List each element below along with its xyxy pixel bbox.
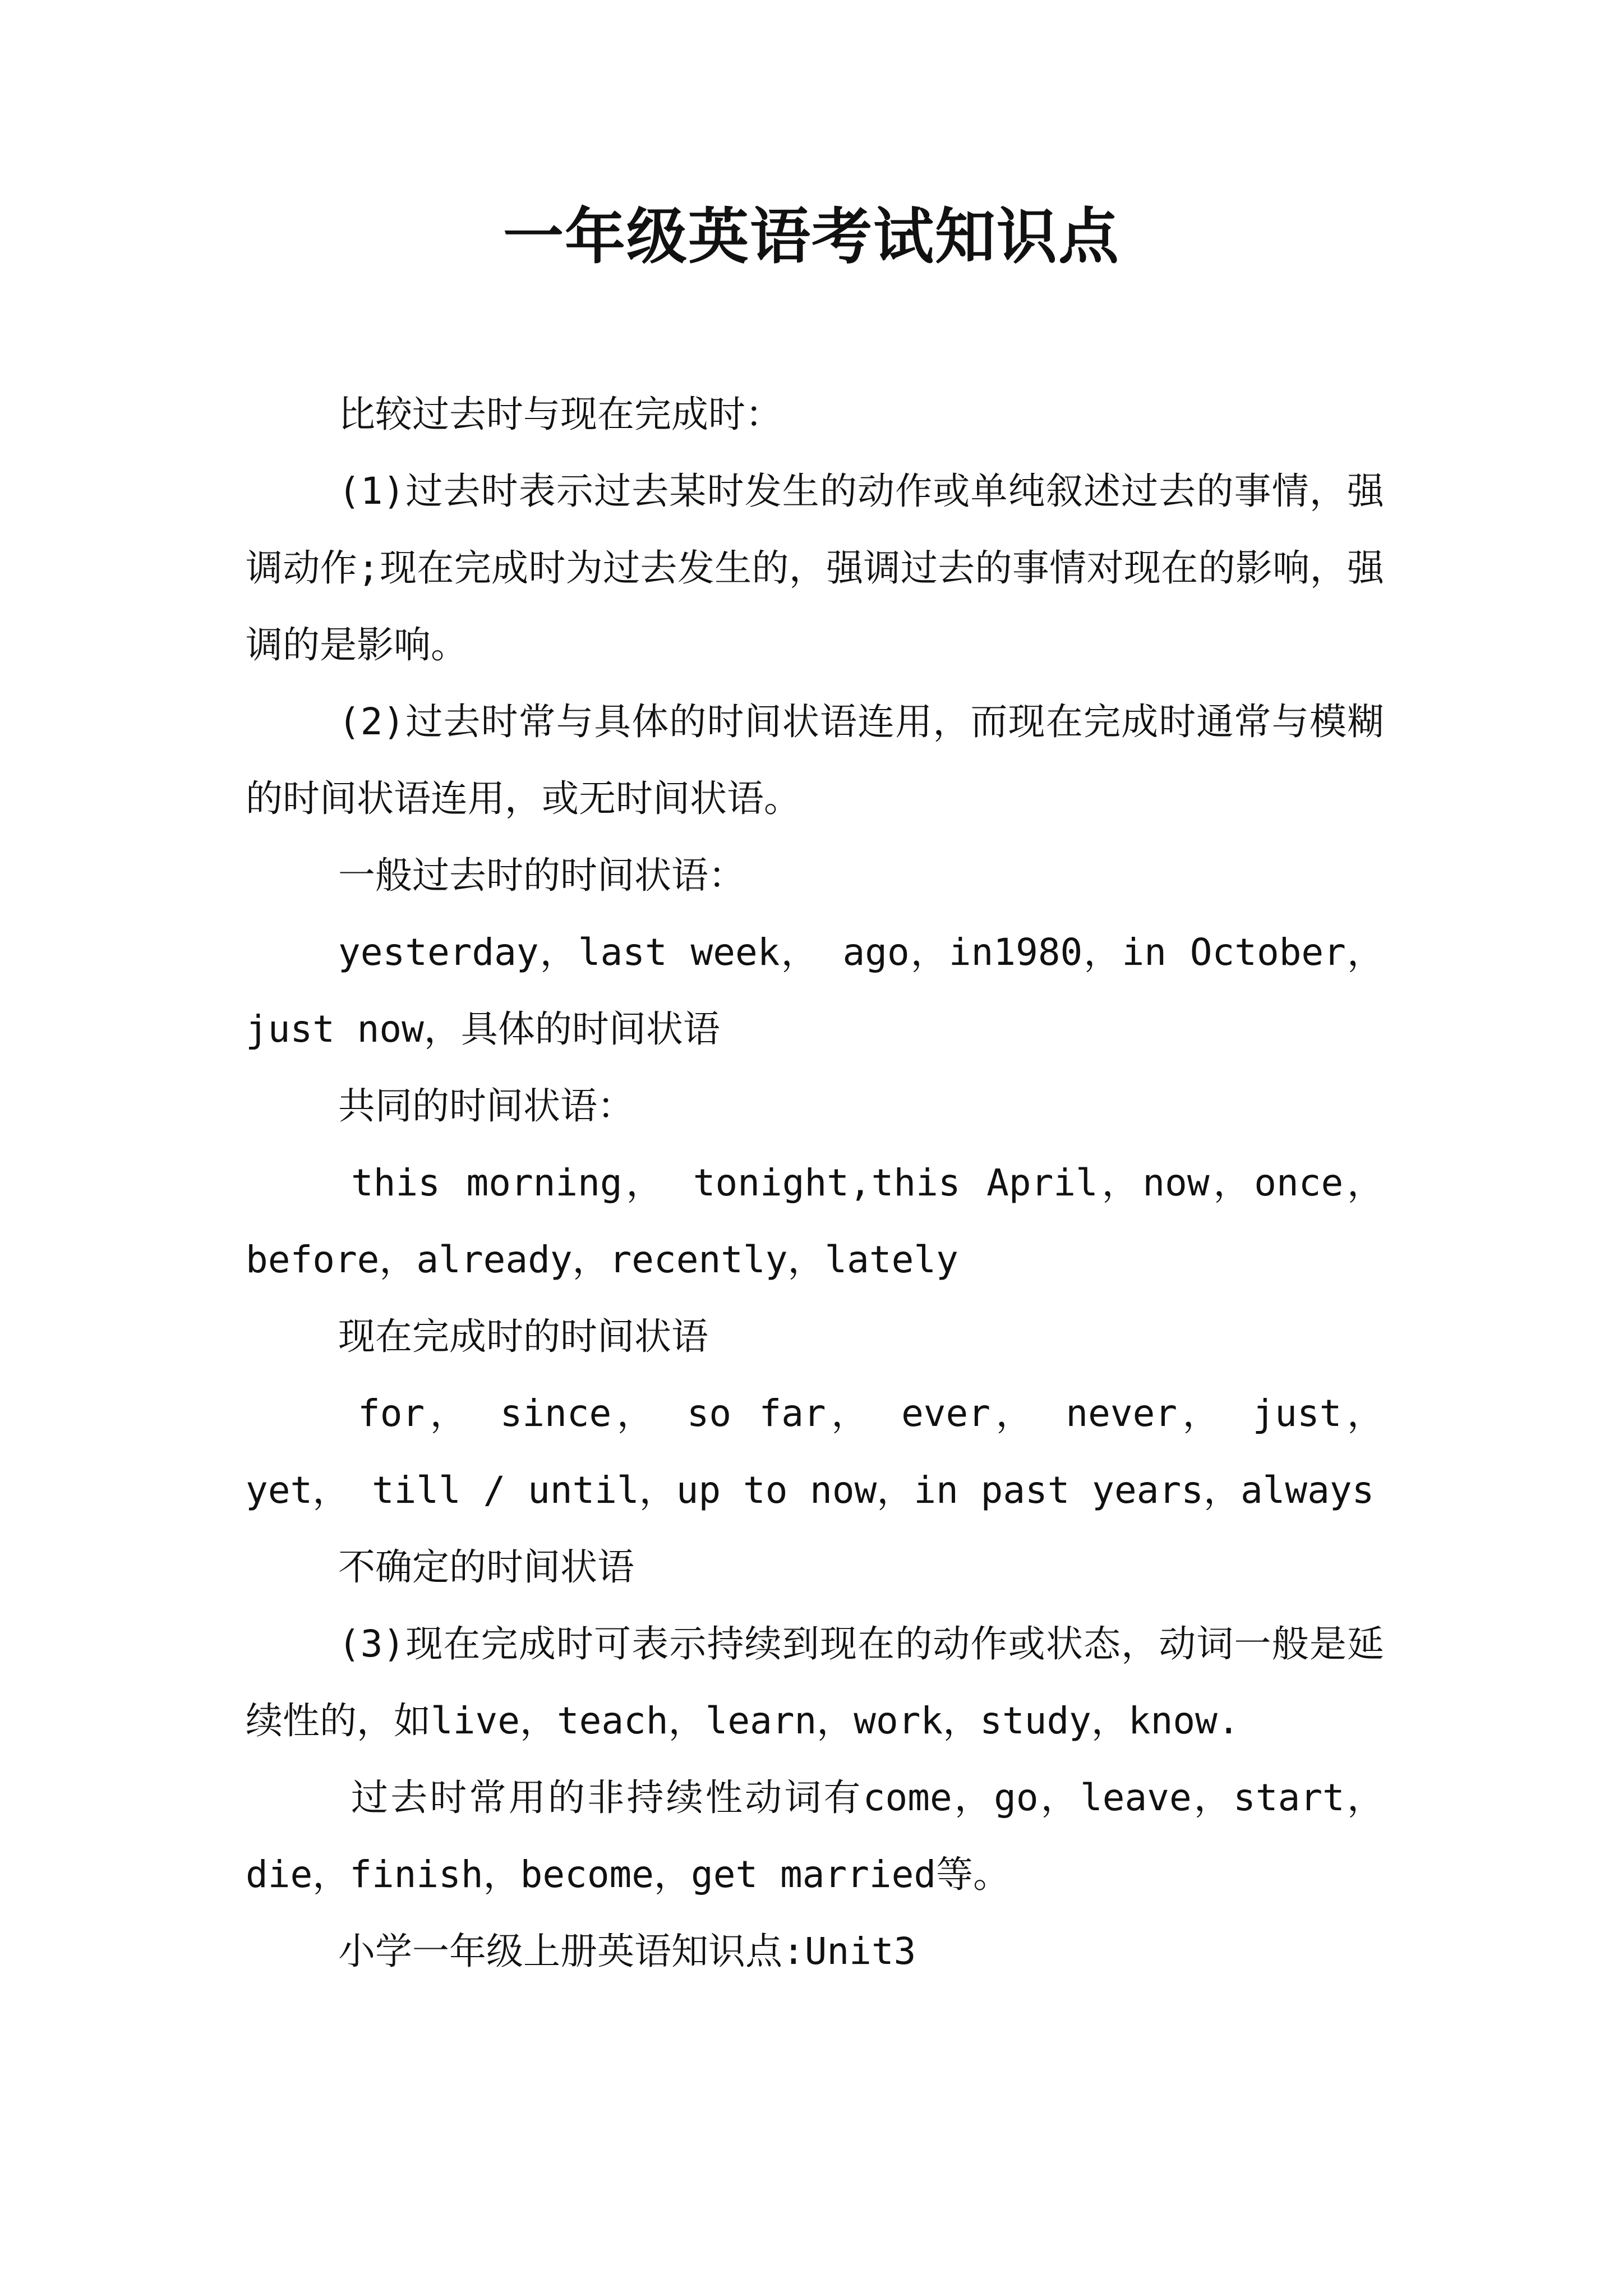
paragraph-non-continuous-verbs: 过去时常用的非持续性动词有come，go，leave，start，die，finish，become，get married等。: [246, 1776, 1384, 1896]
paragraph-point-3: (3)现在完成时可表示持续到现在的动作或状态，动词一般是延续性的，如live，teach，learn，work，study，know.: [246, 1622, 1384, 1742]
document-title: 一年级英语考试知识点: [502, 201, 1120, 272]
paragraph-unit3-heading: 小学一年级上册英语知识点:Unit3: [338, 1930, 916, 1973]
paragraph-point-1: (1)过去时表示过去某时发生的动作或单纯叙述过去的事情，强调动作;现在完成时为过去发生的，强调过去的事情对现在的影响，强调的是影响。: [246, 470, 1384, 666]
paragraph-past-tense-adverbials-heading: 一般过去时的时间状语：: [338, 854, 745, 897]
paragraph-past-tense-adverbials: yesterday，last week， ago，in1980，in October，just now，具体的时间状语: [246, 931, 1384, 1051]
paragraph-comparison-heading: 比较过去时与现在完成时：: [338, 393, 782, 436]
paragraph-present-perfect-adverbials-heading: 现在完成时的时间状语: [338, 1315, 708, 1358]
paragraph-common-adverbials-heading: 共同的时间状语：: [338, 1084, 634, 1128]
paragraph-present-perfect-adverbials: for， since， so far， ever， never， just， yet， till / until，up to now，in past years，always: [246, 1392, 1384, 1512]
document-body: [246, 376, 1384, 1990]
paragraph-common-adverbials: this morning， tonight,this April，now，once，before，already，recently，lately: [246, 1161, 1384, 1281]
paragraph-point-2: (2)过去时常与具体的时间状语连用，而现在完成时通常与模糊的时间状语连用，或无时间状语。: [246, 700, 1384, 820]
paragraph-uncertain-adverbials-heading: 不确定的时间状语: [338, 1545, 634, 1589]
